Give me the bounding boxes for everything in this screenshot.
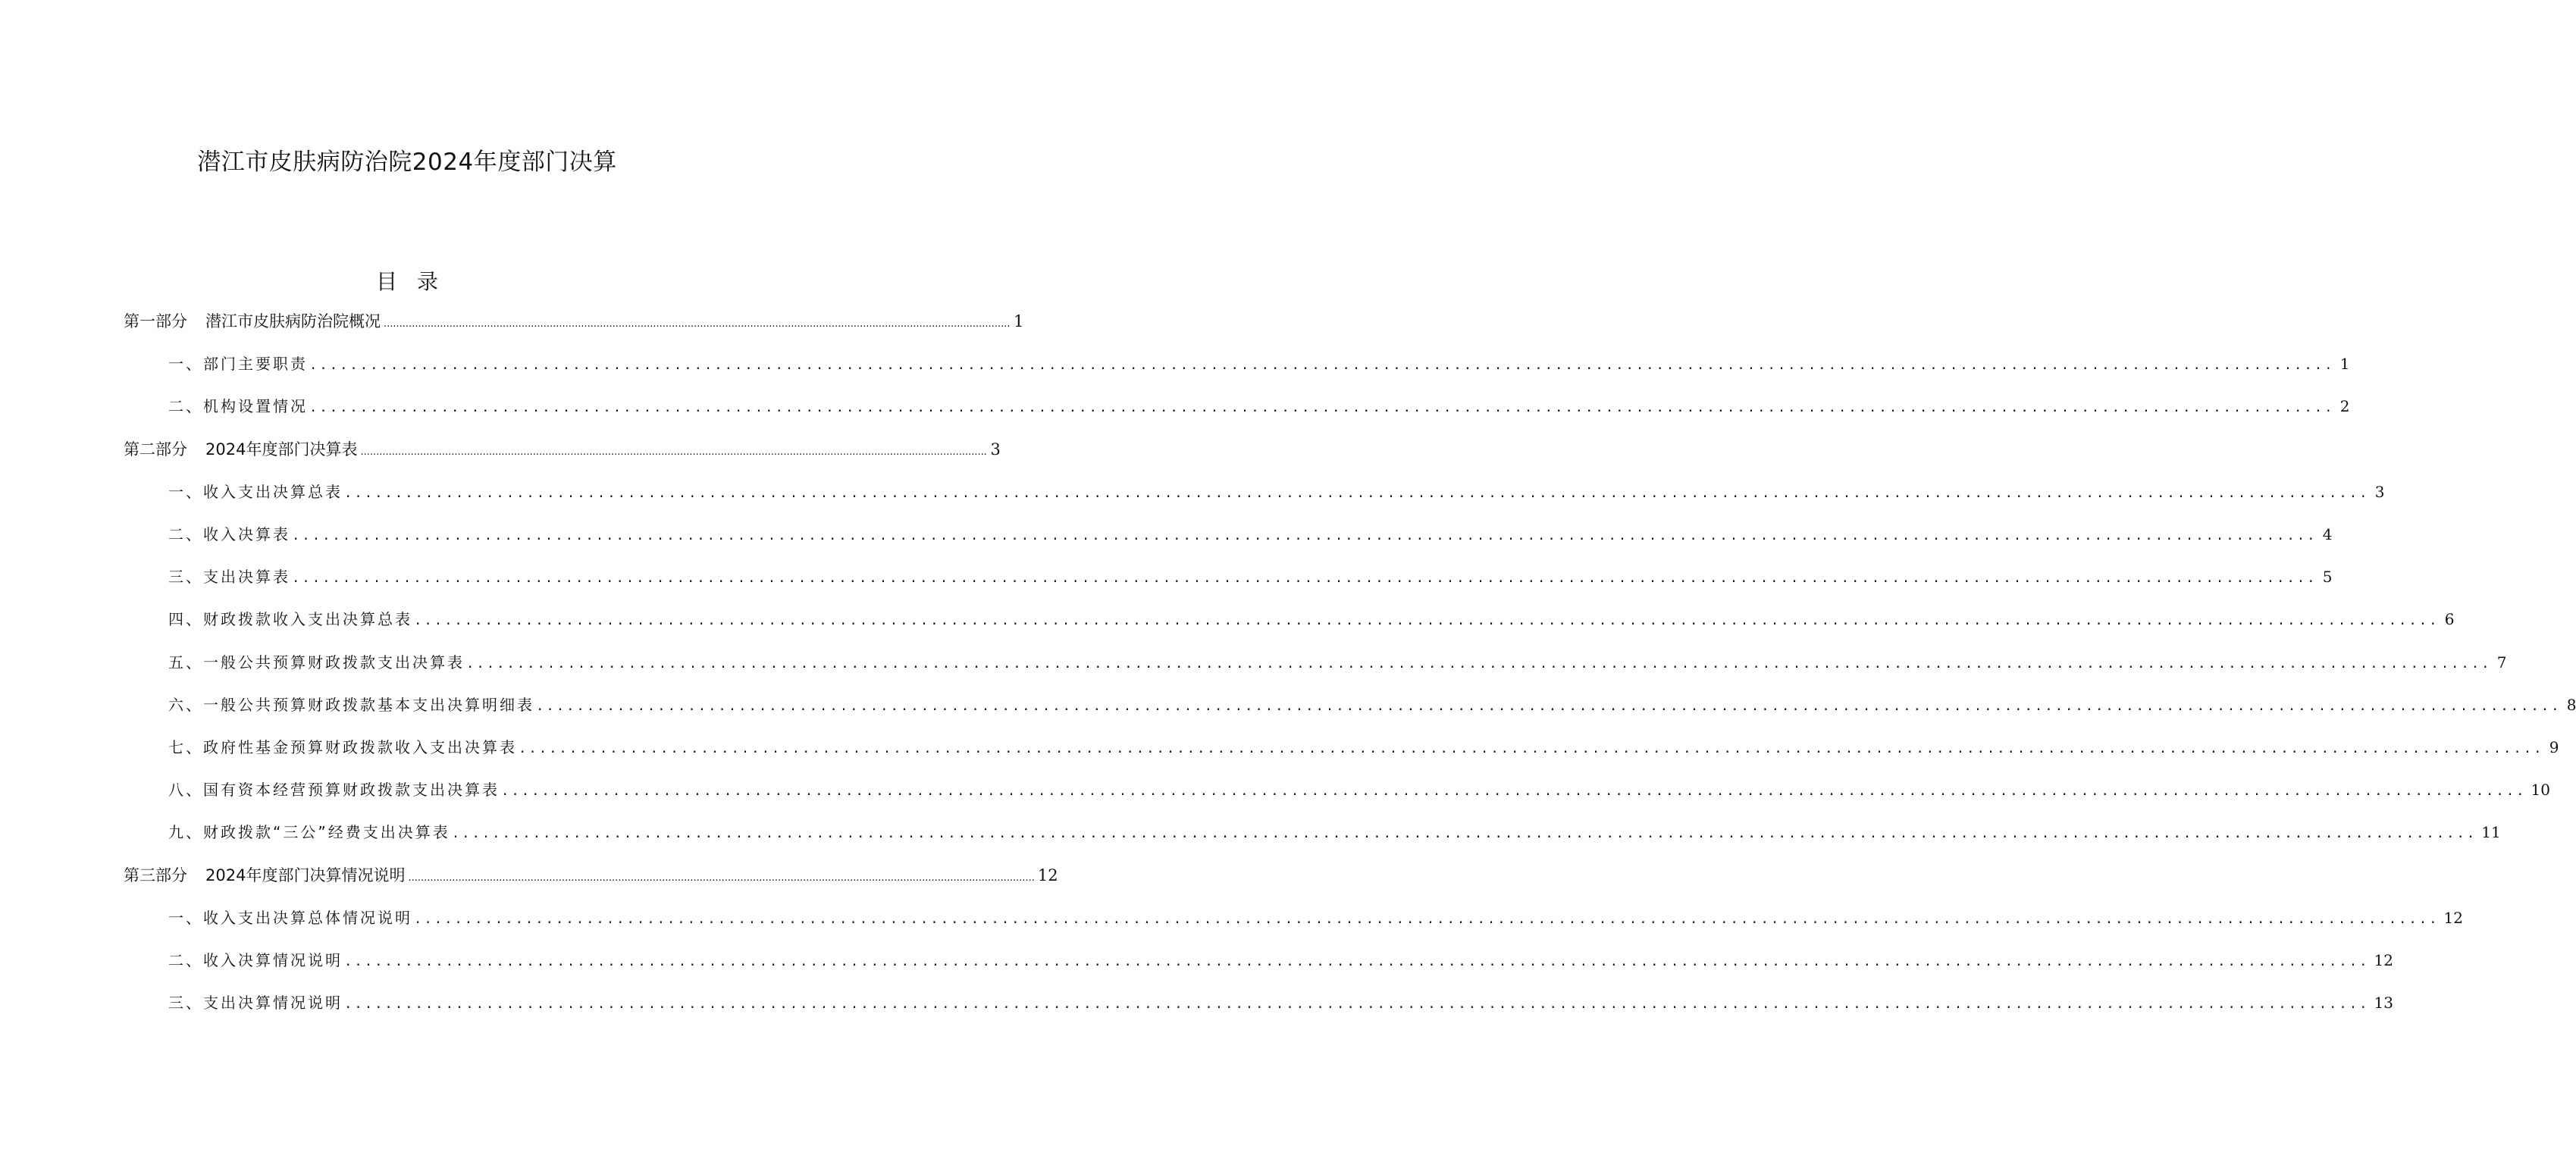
toc-entry[interactable] [168, 604, 2455, 634]
toc-heading-char-2: 录 [417, 269, 439, 294]
toc-entry[interactable] [168, 562, 2333, 592]
toc-entry-label: 七、政府性基金预算财政拨款收入支出决算表 [168, 738, 517, 756]
toc-heading [0, 265, 814, 299]
toc-page-number: 10 [2531, 781, 2550, 800]
toc-part-number: 第一部分 [124, 312, 187, 330]
toc-part-number: 第二部分 [124, 440, 187, 459]
toc-entry[interactable] [168, 647, 2507, 678]
toc-part-entry[interactable] [124, 306, 1024, 337]
toc-entry-label: 二、收入决算情况说明 [168, 951, 343, 969]
toc-page-number: 12 [1037, 866, 1058, 884]
toc-entry[interactable] [168, 690, 2576, 720]
toc-dot-leader: ........................................................................................................................................................................................................ [468, 653, 2493, 671]
toc-dot-leader: ........................................................................................................................................................................................................ [346, 951, 2371, 969]
toc-entry-label: 一、收入支出决算总体情况说明 [168, 908, 412, 927]
toc-dot-leader: ........................................................................................................................................................................................................ [453, 823, 2479, 842]
toc-page-number: 9 [2549, 738, 2559, 756]
toc-entry-label: 九、财政拨款“三公”经费支出决算表 [168, 823, 450, 842]
toc-dot-leader: ........................................................................................................................................................................................................ [360, 446, 987, 458]
toc-part-entry[interactable] [124, 434, 1001, 465]
toc-entry[interactable] [168, 817, 2501, 847]
toc-entry-label: 三、支出决算表 [168, 568, 290, 587]
toc-dot-leader: ........................................................................................................................................................................................................ [503, 781, 2528, 800]
toc-entry-label: 二、机构设置情况 [168, 397, 308, 416]
toc-page-number: 11 [2481, 823, 2501, 842]
toc-dot-leader: ........................................................................................................................................................................................................ [415, 908, 2441, 927]
toc-part-title: 2024年度部门决算表 [205, 440, 358, 459]
toc-entry[interactable] [168, 988, 2393, 1018]
toc-page-number: 4 [2322, 525, 2333, 543]
toc-dot-leader: ........................................................................................................................................................................................................ [520, 738, 2546, 756]
toc-page-number: 1 [1014, 312, 1024, 330]
toc-page-number: 2 [2339, 397, 2350, 416]
toc-heading-char-1: 目 [375, 269, 397, 294]
toc-dot-leader: ........................................................................................................................................................................................................ [537, 695, 2563, 714]
toc-part-title: 2024年度部门决算情况说明 [205, 866, 406, 884]
toc-dot-leader: ........................................................................................................................................................................................................ [415, 610, 2441, 629]
toc-dot-leader: ........................................................................................................................................................................................................ [311, 355, 2336, 374]
toc-entry[interactable] [168, 732, 2559, 762]
toc-entry[interactable] [168, 945, 2393, 975]
toc-entry[interactable] [168, 775, 2550, 805]
toc-entry-label: 八、国有资本经营预算财政拨款支出决算表 [168, 781, 500, 800]
toc-entry-label: 六、一般公共预算财政拨款基本支出决算明细表 [168, 695, 534, 714]
document-title: 潜江市皮肤病防治院2024年度部门决算 [197, 149, 617, 176]
toc-dot-leader: ........................................................................................................................................................................................................ [293, 568, 2319, 587]
toc-entry[interactable] [168, 391, 2350, 421]
toc-entry-label [124, 860, 405, 891]
toc-entry[interactable] [168, 477, 2385, 507]
toc-page-number: 6 [2444, 610, 2455, 629]
toc-entry[interactable] [168, 349, 2350, 379]
toc-dot-leader: ........................................................................................................................................................................................................ [346, 482, 2371, 501]
toc-page-number: 8 [2566, 695, 2576, 714]
toc-dot-leader: ........................................................................................................................................................................................................ [311, 397, 2336, 416]
toc-dot-leader: ........................................................................................................................................................................................................ [408, 872, 1035, 884]
toc-page-number: 5 [2322, 568, 2333, 587]
toc-entry-label: 五、一般公共预算财政拨款支出决算表 [168, 653, 465, 671]
toc-page-number: 12 [2374, 951, 2393, 969]
toc-entry-label [124, 306, 381, 337]
toc-dot-leader: ........................................................................................................................................................................................................ [346, 994, 2371, 1013]
toc-entry-label [124, 434, 357, 465]
toc-page-number: 3 [990, 440, 1001, 459]
toc-entry-label: 一、收入支出决算总表 [168, 482, 343, 501]
toc-dot-leader: ........................................................................................................................................................................................................ [293, 525, 2319, 543]
toc-page-number: 12 [2443, 908, 2463, 927]
toc-part-number: 第三部分 [124, 866, 187, 884]
toc-part-title: 潜江市皮肤病防治院概况 [205, 312, 381, 330]
toc-entry[interactable] [168, 519, 2333, 549]
toc-page-number: 1 [2339, 355, 2350, 374]
toc-page-number: 13 [2374, 994, 2393, 1013]
toc-entry[interactable] [168, 903, 2463, 933]
toc-entry-label: 二、收入决算表 [168, 525, 290, 543]
toc-dot-leader: ........................................................................................................................................................................................................ [384, 318, 1011, 330]
toc-page-number: 3 [2374, 482, 2385, 501]
toc-entry-label: 三、支出决算情况说明 [168, 994, 343, 1013]
toc-entry-label: 四、财政拨款收入支出决算总表 [168, 610, 412, 629]
toc-page-number: 7 [2496, 653, 2507, 671]
toc-entry-label: 一、部门主要职责 [168, 355, 308, 374]
toc-part-entry[interactable] [124, 860, 1058, 891]
